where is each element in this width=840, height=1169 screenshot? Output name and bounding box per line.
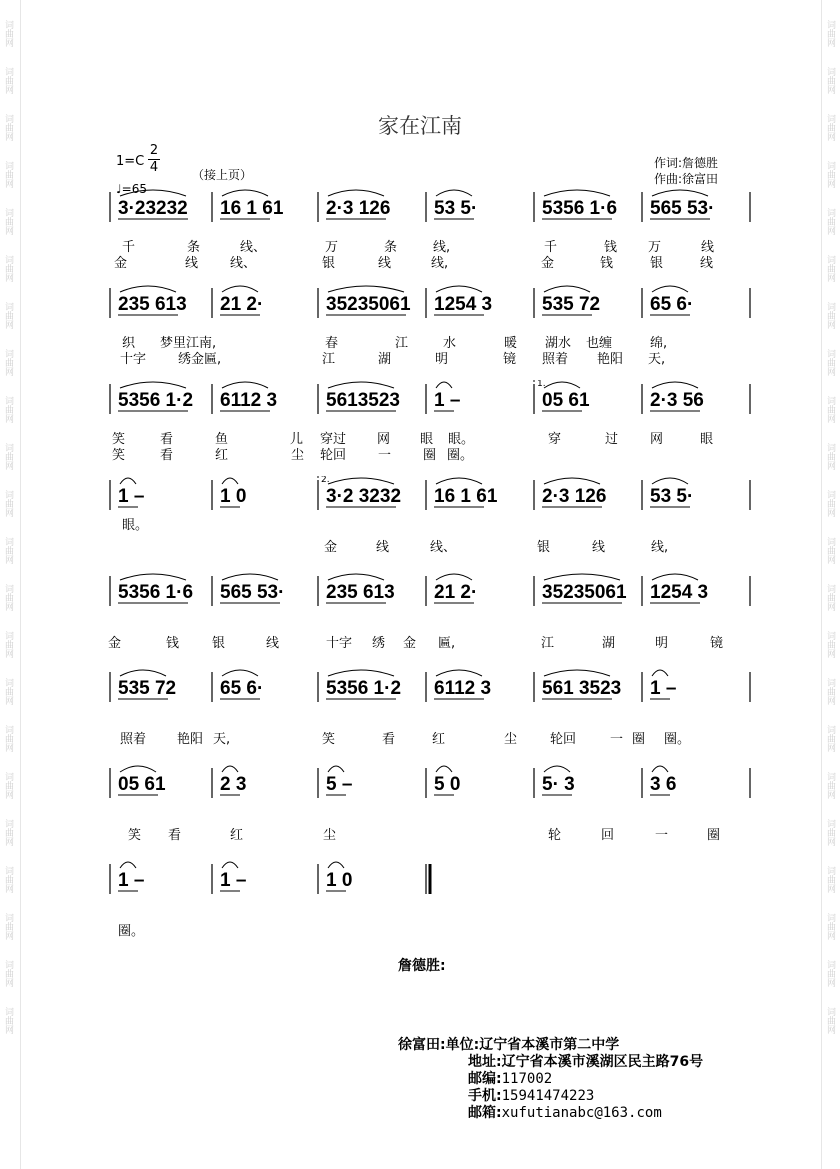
zip-label: 邮编: [468, 1071, 502, 1087]
lyric-syllable: 金 [541, 256, 555, 271]
notation-staff [0, 764, 840, 804]
lyric-syllable: 线 [376, 540, 390, 555]
measure-notes: 65 6· [650, 294, 694, 315]
lyric-syllable: 线 [700, 256, 714, 271]
lyric-syllable: 眼 [700, 432, 714, 447]
lyric-syllable: 万 [648, 240, 662, 255]
key-signature: 1=C [116, 154, 145, 169]
watermark-text: 词曲网 [825, 20, 835, 47]
lyric-syllable: 万 [325, 240, 339, 255]
slur [436, 478, 482, 484]
slur [544, 286, 590, 292]
lyric-syllable: 儿 [290, 432, 304, 447]
measure-notes: 1 – [118, 870, 145, 891]
slur [652, 478, 688, 484]
slur [328, 862, 344, 868]
watermark-text: 词曲网 [825, 631, 835, 658]
measure-notes: 3·2 3232 [326, 486, 402, 507]
watermark-text: 词曲网 [825, 161, 835, 188]
slur [120, 574, 186, 580]
lyric-syllable: 条 [384, 240, 398, 255]
lyric-syllable: 钱 [600, 256, 614, 271]
lyric-syllable: 银 [537, 540, 551, 555]
measure-notes: 16 1 61 [220, 198, 284, 219]
lyricist-signature: 詹德胜: [398, 958, 446, 974]
lyric-syllable: 明 [655, 636, 669, 651]
measure-notes: 2 3 [220, 774, 247, 795]
lyric-syllable: 湖 [378, 352, 392, 367]
lyric-syllable: 线 [185, 256, 199, 271]
lyric-syllable: 网 [377, 432, 391, 447]
measure-notes: 1254 3 [434, 294, 493, 315]
slur [544, 382, 580, 388]
lyric-syllable: 笑 [128, 828, 142, 843]
composer-credit: 作曲:徐富田 [654, 172, 719, 186]
slur [222, 382, 268, 388]
slur [544, 574, 620, 580]
watermark-text: 词曲网 [825, 349, 835, 376]
lyric-syllable: 过 [605, 432, 619, 447]
watermark-text: 词曲网 [3, 161, 13, 188]
watermark-text: 词曲网 [825, 819, 835, 846]
slur [222, 478, 238, 484]
score-row [0, 476, 840, 566]
watermark-text: 词曲网 [825, 1007, 835, 1034]
lyric-syllable: 织 [122, 336, 136, 351]
lyric-syllable: 圈 [632, 732, 646, 747]
slur [120, 862, 136, 868]
lyric-syllable: 看 [382, 732, 396, 747]
watermark-text: 词曲网 [3, 208, 13, 235]
continued-note: （接上页） [192, 168, 253, 182]
lyric-syllable: 镜 [503, 352, 517, 367]
lyric-syllable: 尘 [504, 732, 518, 747]
lyric-syllable: 看 [168, 828, 182, 843]
slur [436, 574, 472, 580]
lyric-syllable: 鱼 [215, 432, 229, 447]
slur [652, 766, 668, 772]
watermark-text: 词曲网 [3, 725, 13, 752]
notation-staff [0, 380, 840, 420]
lyric-syllable: 看 [160, 448, 174, 463]
lyric-syllable: 银 [212, 636, 226, 651]
measure-notes: 53 5· [650, 486, 694, 507]
lyric-syllable: 圈 [423, 448, 437, 463]
slur [120, 478, 136, 484]
lyric-syllable: 穿 [548, 432, 562, 447]
lyric-syllable: 十字 [120, 352, 147, 367]
lyric-syllable: 天, [213, 732, 231, 747]
watermark-text: 词曲网 [3, 349, 13, 376]
lyric-syllable: 水 [443, 336, 457, 351]
volta-bracket [318, 476, 750, 478]
measure-notes: 5356 1·6 [542, 198, 618, 219]
lyric-syllable: 银 [322, 256, 336, 271]
watermark-text: 词曲网 [825, 67, 835, 94]
watermark-text: 词曲网 [3, 20, 13, 47]
lyric-syllable: 线, [433, 240, 451, 255]
lyric-syllable: 眼 [420, 432, 434, 447]
lyric-syllable: 线 [378, 256, 392, 271]
lyric-syllable: 笑 [112, 448, 126, 463]
watermark-text: 词曲网 [825, 208, 835, 235]
watermark-text: 词曲网 [3, 772, 13, 799]
lyric-syllable: 一 [378, 448, 392, 463]
slur [222, 766, 238, 772]
tempo-mark: ♩=65 [116, 182, 147, 196]
measure-notes: 2·3 56 [650, 390, 704, 411]
lyric-syllable: 红 [230, 828, 244, 843]
watermark-text: 词曲网 [3, 1007, 13, 1034]
lyric-syllable: 江 [541, 636, 555, 651]
lyric-syllable: 线、 [230, 256, 257, 271]
lyric-syllable: 绵, [650, 336, 668, 351]
measure-notes: 235 613 [326, 582, 395, 603]
lyric-syllable: 金 [114, 256, 128, 271]
slur [328, 766, 344, 772]
measure-notes: 535 72 [118, 678, 177, 699]
lyric-syllable: 线 [701, 240, 715, 255]
measure-notes: 65 6· [220, 678, 264, 699]
watermark-text: 词曲网 [825, 584, 835, 611]
slur [436, 766, 452, 772]
address-label: 地址: [468, 1054, 502, 1070]
slur [544, 766, 570, 772]
lyric-syllable: 圈。 [447, 448, 474, 463]
song-title: 家在江南 [378, 114, 462, 138]
watermark-text: 词曲网 [3, 396, 13, 423]
lyric-syllable: 轮回 [320, 448, 347, 463]
notation-staff [0, 284, 840, 324]
lyric-syllable: 线, [431, 256, 449, 271]
lyric-syllable: 照着 [120, 732, 147, 747]
lyric-syllable: 绣 [372, 636, 386, 651]
score-row [0, 764, 840, 854]
lyric-syllable: 钱 [166, 636, 180, 651]
slur [652, 574, 698, 580]
measure-notes: 5 0 [434, 774, 461, 795]
measure-notes: 5356 1·2 [118, 390, 194, 411]
lyric-syllable: 圈 [707, 828, 721, 843]
measure-notes: 1 0 [326, 870, 353, 891]
lyric-syllable: 绣金匾, [178, 352, 222, 367]
measure-notes: 5· 3 [542, 774, 575, 795]
measure-notes: 35235061 [326, 294, 411, 315]
watermark-text: 词曲网 [825, 396, 835, 423]
slur [544, 670, 610, 676]
watermark-text: 词曲网 [3, 819, 13, 846]
measure-notes: 3·23232 [118, 198, 188, 219]
watermark-text: 词曲网 [3, 67, 13, 94]
notation-staff [0, 860, 840, 900]
lyric-syllable: 千 [544, 240, 558, 255]
score-row [0, 380, 840, 470]
lyric-syllable: 金 [108, 636, 122, 651]
slur [436, 286, 482, 292]
slur [328, 190, 384, 196]
measure-notes: 1 0 [220, 486, 247, 507]
slur [544, 190, 610, 196]
lyric-syllable: 穿过 [320, 432, 347, 447]
time-signature: $\frac{2}{4}$ [149, 143, 159, 175]
volta-number: 2. [321, 476, 330, 485]
watermark-text: 词曲网 [3, 443, 13, 470]
measure-notes: 1 – [118, 486, 145, 507]
score-row [0, 860, 840, 950]
score-row [0, 668, 840, 758]
slur [652, 670, 668, 676]
lyric-syllable: 笑 [322, 732, 336, 747]
slur [544, 478, 600, 484]
measure-notes: 5356 1·2 [326, 678, 402, 699]
measure-notes: 21 2· [434, 582, 478, 603]
watermark-text: 词曲网 [825, 913, 835, 940]
slur [120, 190, 186, 196]
notation-staff [0, 476, 840, 516]
lyric-syllable: 梦里江南, [160, 336, 217, 351]
slur [652, 382, 698, 388]
measure-notes: 2·3 126 [326, 198, 391, 219]
address-value: 辽宁省本溪市溪湖区民主路76号 [501, 1054, 704, 1070]
lyric-syllable: 眼。 [122, 518, 149, 533]
lyric-syllable: 线、 [430, 540, 457, 555]
lyric-syllable: 镜 [710, 636, 724, 651]
lyric-syllable: 笑 [112, 432, 126, 447]
contact-name: 徐富田: [398, 1037, 446, 1053]
email-label: 邮箱: [468, 1105, 502, 1121]
watermark-text: 词曲网 [825, 537, 835, 564]
slur [120, 766, 156, 772]
watermark-text: 词曲网 [825, 255, 835, 282]
notation-staff [0, 668, 840, 708]
measure-notes: 21 2· [220, 294, 264, 315]
measure-notes: 53 5· [434, 198, 478, 219]
lyric-syllable: 条 [187, 240, 201, 255]
slur [222, 670, 258, 676]
notation-staff [0, 572, 840, 612]
watermark-text: 词曲网 [3, 960, 13, 987]
slur [652, 190, 708, 196]
measure-notes: 1 – [434, 390, 461, 411]
slur [222, 574, 278, 580]
lyric-syllable: 暖 [504, 336, 518, 351]
measure-notes: 16 1 61 [434, 486, 498, 507]
measure-notes: 235 613 [118, 294, 187, 315]
measure-notes: 6112 3 [220, 390, 278, 411]
lyric-syllable: 尘 [291, 448, 305, 463]
measure-notes: 561 3523 [542, 678, 622, 699]
lyric-syllable: 一 [610, 732, 624, 747]
slur [652, 286, 688, 292]
lyric-syllable: 湖水 [545, 336, 572, 351]
measure-notes: 3 6 [650, 774, 677, 795]
slur [120, 286, 176, 292]
slur [222, 190, 268, 196]
slur [328, 286, 404, 292]
slur [120, 670, 166, 676]
phone-value: 15941474223 [501, 1088, 595, 1104]
lyric-syllable: 轮 [548, 828, 562, 843]
watermark-text: 词曲网 [3, 866, 13, 893]
unit-value: 辽宁省本溪市第二中学 [479, 1037, 620, 1053]
measure-notes: 565 53· [650, 198, 715, 219]
slur [328, 670, 394, 676]
watermark-text: 词曲网 [825, 302, 835, 329]
watermark-text: 词曲网 [3, 537, 13, 564]
unit-label: 单位: [445, 1037, 480, 1053]
slur [222, 862, 238, 868]
lyric-syllable: 金 [324, 540, 338, 555]
lyric-syllable: 钱 [604, 240, 618, 255]
lyric-syllable: 线 [592, 540, 606, 555]
lyric-syllable: 尘 [323, 828, 337, 843]
slur [328, 574, 384, 580]
lyric-syllable: 线 [266, 636, 280, 651]
watermark-text: 词曲网 [3, 302, 13, 329]
volta-bracket [534, 380, 750, 382]
watermark-text: 词曲网 [825, 725, 835, 752]
lyric-syllable: 春 [325, 336, 339, 351]
slur [436, 190, 472, 196]
lyric-syllable: 圈。 [118, 924, 145, 939]
slur [120, 382, 186, 388]
lyric-syllable: 网 [650, 432, 664, 447]
measure-notes: 565 53· [220, 582, 285, 603]
measure-notes: 6112 3 [434, 678, 492, 699]
lyric-syllable: 红 [432, 732, 446, 747]
lyric-syllable: 轮回 [550, 732, 577, 747]
phone-label: 手机: [468, 1088, 502, 1104]
watermark-text: 词曲网 [3, 913, 13, 940]
volta-number: 1. [537, 380, 546, 389]
lyric-syllable: 红 [215, 448, 229, 463]
lyric-syllable: 江 [395, 336, 409, 351]
slur [436, 382, 452, 388]
slur [328, 478, 394, 484]
score-row [0, 284, 840, 374]
lyric-syllable: 一 [655, 828, 669, 843]
lyric-syllable: 江 [322, 352, 336, 367]
watermark-text: 词曲网 [825, 960, 835, 987]
lyric-syllable: 线, [651, 540, 669, 555]
measure-notes: 2·3 126 [542, 486, 607, 507]
measure-notes: 535 72 [542, 294, 601, 315]
measure-notes: 05 61 [118, 774, 166, 795]
lyric-syllable: 匾, [438, 636, 456, 651]
lyric-syllable: 眼。 [448, 432, 475, 447]
lyric-syllable: 金 [403, 636, 417, 651]
slur [328, 382, 394, 388]
watermark-text: 词曲网 [3, 114, 13, 141]
slur [222, 286, 258, 292]
slur [436, 670, 482, 676]
lyric-syllable: 回 [601, 828, 615, 843]
watermark-text: 词曲网 [825, 772, 835, 799]
score-row [0, 572, 840, 662]
lyric-syllable: 天, [648, 352, 666, 367]
lyric-syllable: 艳阳 [597, 352, 624, 367]
notation-staff [0, 188, 840, 228]
watermark-text: 词曲网 [3, 490, 13, 517]
watermark-text: 词曲网 [825, 114, 835, 141]
lyric-syllable: 看 [160, 432, 174, 447]
watermark-text: 词曲网 [825, 678, 835, 705]
lyric-syllable: 线、 [240, 240, 267, 255]
score-row [0, 188, 840, 278]
email-value: xufutianabc@163.com [501, 1105, 662, 1121]
lyric-syllable: 艳阳 [177, 732, 204, 747]
measure-notes: 5 – [326, 774, 353, 795]
measure-notes: 05 61 [542, 390, 590, 411]
lyric-syllable: 千 [122, 240, 136, 255]
lyric-syllable: 也缠 [586, 336, 613, 351]
watermark-text: 词曲网 [3, 631, 13, 658]
measure-notes: 1 – [220, 870, 247, 891]
watermark-text: 词曲网 [3, 255, 13, 282]
watermark-text: 词曲网 [825, 866, 835, 893]
measure-notes: 1 – [650, 678, 677, 699]
lyric-syllable: 银 [650, 256, 664, 271]
lyric-syllable: 十字 [326, 636, 353, 651]
lyric-syllable: 湖 [602, 636, 616, 651]
watermark-text: 词曲网 [825, 490, 835, 517]
lyricist-credit: 作词:詹德胜 [654, 156, 719, 170]
zip-value: 117002 [501, 1071, 553, 1087]
measure-notes: 1254 3 [650, 582, 709, 603]
watermark-text: 词曲网 [825, 443, 835, 470]
lyric-syllable: 圈。 [664, 732, 691, 747]
watermark-text: 词曲网 [3, 678, 13, 705]
lyric-syllable: 照着 [542, 352, 569, 367]
measure-notes: 5613523 [326, 390, 400, 411]
lyric-syllable: 明 [435, 352, 449, 367]
measure-notes: 5356 1·6 [118, 582, 194, 603]
watermark-text: 词曲网 [3, 584, 13, 611]
measure-notes: 35235061 [542, 582, 627, 603]
